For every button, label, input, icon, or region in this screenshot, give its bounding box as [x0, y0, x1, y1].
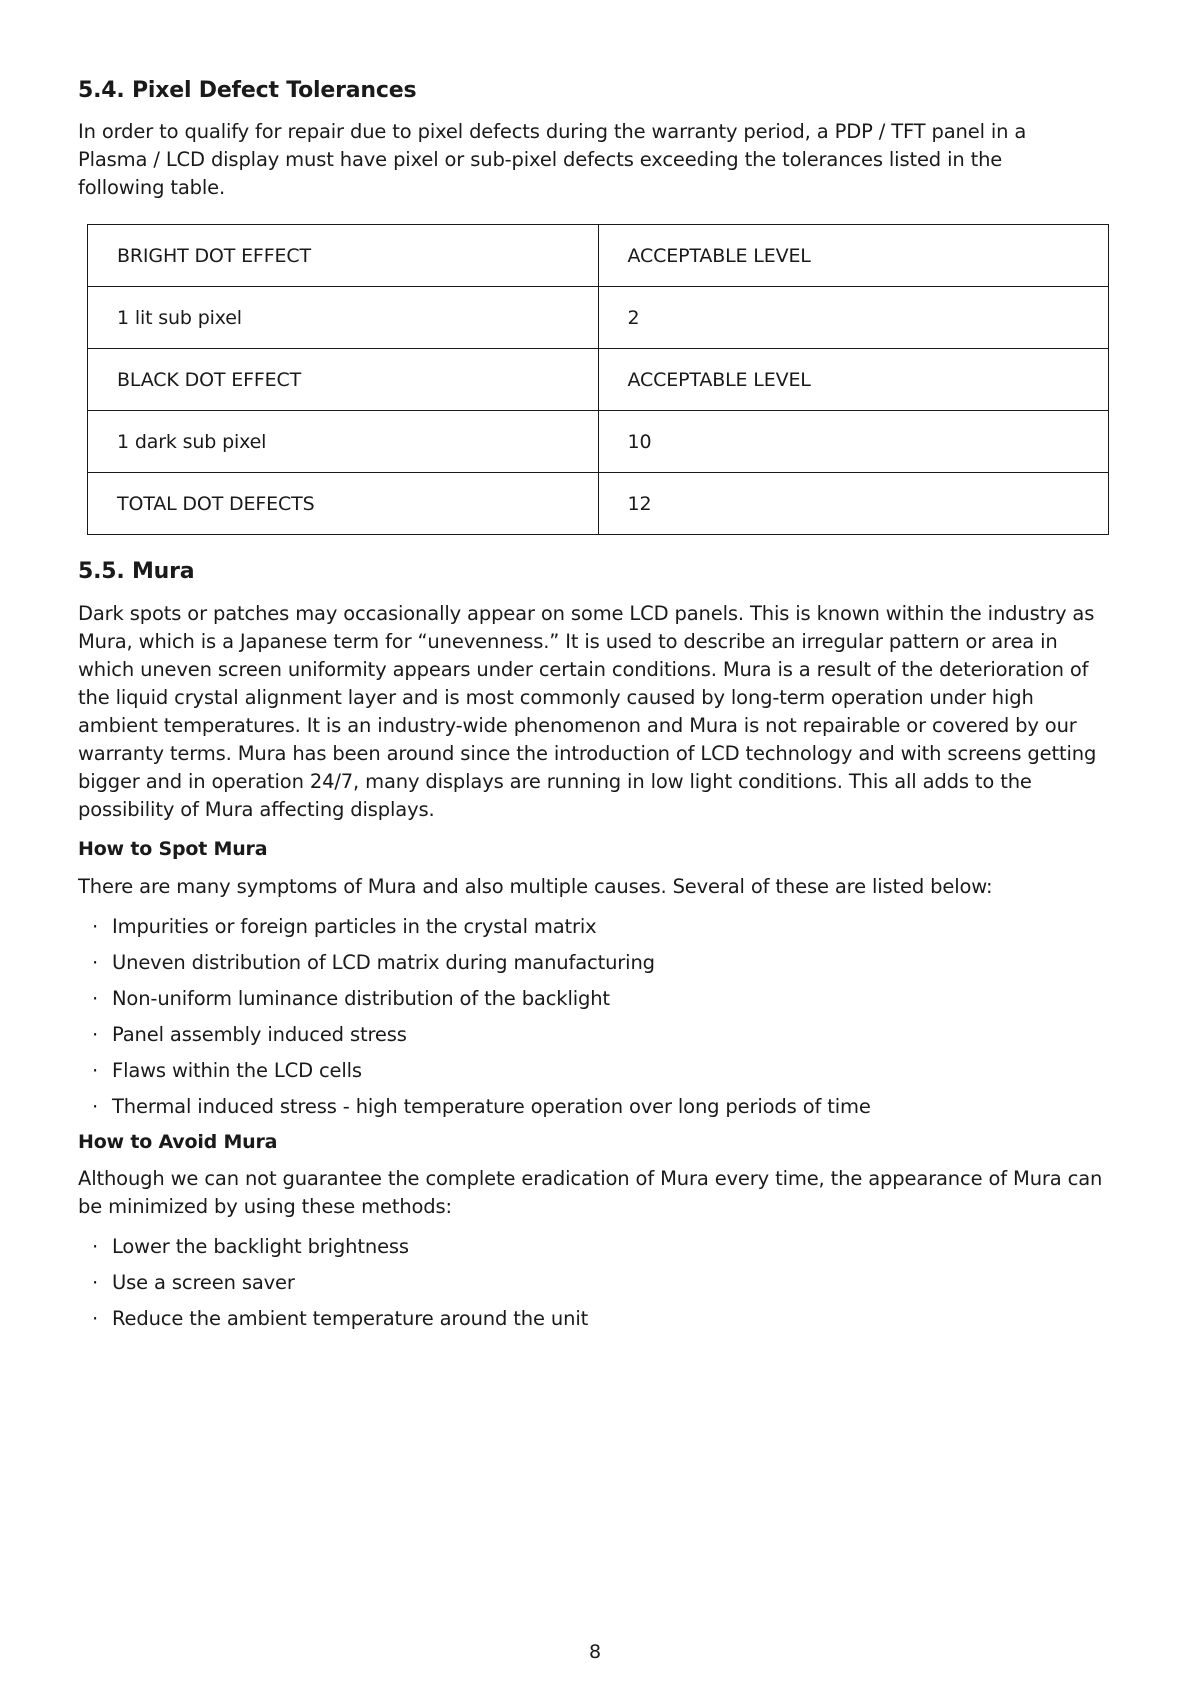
- subheading-how-to-avoid-mura: How to Avoid Mura: [78, 1130, 278, 1153]
- bullet-glyph: ·: [92, 1235, 99, 1259]
- list-item-text: Uneven distribution of LCD matrix during manufacturing: [112, 950, 655, 974]
- bullet-glyph: ·: [92, 1058, 99, 1082]
- table-cell: 1 lit sub pixel: [88, 287, 599, 349]
- bullet-glyph: ·: [92, 950, 99, 974]
- table-row: [88, 349, 1109, 411]
- bullet-glyph: ·: [92, 1307, 99, 1331]
- table-cell: BRIGHT DOT EFFECT: [88, 225, 599, 287]
- spot-mura-intro: There are many symptoms of Mura and also multiple causes. Several of these are listed below:: [78, 874, 993, 898]
- avoid-mura-list: [78, 1235, 1118, 1331]
- pixel-defect-tolerance-table: [87, 224, 1109, 535]
- mura-body-paragraph: Dark spots or patches may occasionally appear on some LCD panels. This is known within the industry as Mura, which is a Japanese term for “unevenness.” It is used to describe an irregular pattern or area in which uneven screen uniformity appears under certain conditions. Mura is a result of the deterioration of the liquid crystal alignment layer and is most commonly caused by long-term operation under high ambient temperatures. It is an industry-wide phenomenon and Mura is not repairable or covered by our warranty terms. Mura has been around since the introduction of LCD technology and with screens getting bigger and in operation 24/7, many displays are running in low light conditions. This all adds to the possibility of Mura affecting displays.: [78, 601, 1097, 821]
- bullet-glyph: ·: [92, 1094, 99, 1118]
- table-row: [88, 287, 1109, 349]
- list-item-text: Panel assembly induced stress: [112, 1022, 407, 1046]
- list-item: [78, 915, 1118, 939]
- pixel-defect-intro-paragraph: In order to qualify for repair due to pixel defects during the warranty period, a PDP / TFT panel in a Plasma / LCD display must have pixel or sub-pixel defects exceeding the tolerances listed in the following table.: [78, 120, 1027, 200]
- section-heading-pixel-defect-tolerances: 5.4. Pixel Defect Tolerances: [78, 78, 417, 103]
- document-page: [78, 78, 1118, 1343]
- table-cell: 10: [598, 411, 1109, 473]
- list-item: [78, 1095, 1118, 1119]
- list-item: [78, 1023, 1118, 1047]
- table-cell: 2: [598, 287, 1109, 349]
- table-cell: 1 dark sub pixel: [88, 411, 599, 473]
- table-cell: ACCEPTABLE LEVEL: [598, 349, 1109, 411]
- bullet-glyph: ·: [92, 986, 99, 1010]
- subheading-how-to-spot-mura: How to Spot Mura: [78, 837, 268, 860]
- table-cell: BLACK DOT EFFECT: [88, 349, 599, 411]
- list-item-text: Thermal induced stress - high temperature operation over long periods of time: [112, 1094, 871, 1118]
- section-heading-mura: 5.5. Mura: [78, 559, 195, 585]
- page-number: 8: [588, 1641, 602, 1663]
- table-cell: ACCEPTABLE LEVEL: [598, 225, 1109, 287]
- table-cell: 12: [598, 473, 1109, 535]
- list-item: [78, 951, 1118, 975]
- list-item-text: Impurities or foreign particles in the crystal matrix: [112, 914, 597, 938]
- avoid-mura-intro: Although we can not guarantee the complete eradication of Mura every time, the appearance of Mura can be minimized by using these methods:: [78, 1167, 1103, 1219]
- list-item: [78, 1059, 1118, 1083]
- list-item-text: Reduce the ambient temperature around the unit: [112, 1307, 589, 1331]
- list-item: [78, 987, 1118, 1011]
- mura-section: [78, 559, 1118, 1331]
- table-row: [88, 473, 1109, 535]
- table-row: [88, 411, 1109, 473]
- list-item-text: Non-uniform luminance distribution of the backlight: [112, 986, 610, 1010]
- bullet-glyph: ·: [92, 1271, 99, 1295]
- bullet-glyph: ·: [92, 914, 99, 938]
- list-item: [78, 1271, 1118, 1295]
- list-item-text: Flaws within the LCD cells: [112, 1058, 362, 1082]
- spot-mura-list: [78, 915, 1118, 1119]
- list-item: [78, 1235, 1118, 1259]
- list-item-text: Use a screen saver: [112, 1271, 295, 1295]
- list-item: [78, 1307, 1118, 1331]
- table-cell: TOTAL DOT DEFECTS: [88, 473, 599, 535]
- table-row: [88, 225, 1109, 287]
- bullet-glyph: ·: [92, 1022, 99, 1046]
- list-item-text: Lower the backlight brightness: [112, 1235, 409, 1259]
